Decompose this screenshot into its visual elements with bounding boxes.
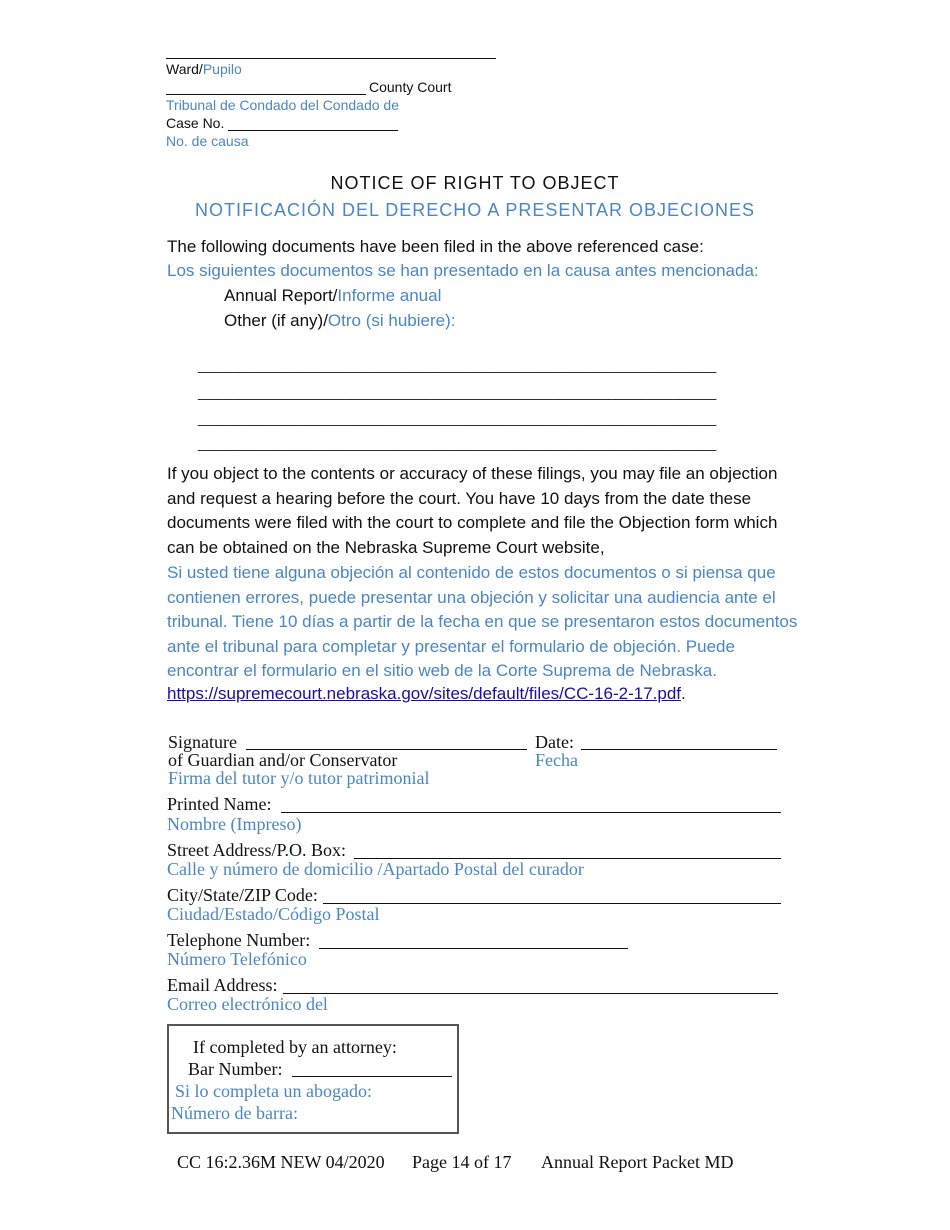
printed-name-label-es: Nombre (Impreso)	[167, 814, 302, 834]
county-court-line[interactable]	[166, 94, 366, 95]
blank-line-4[interactable]: ____________________________________________________________	[198, 435, 717, 452]
other-label: Other (if any)/	[224, 311, 328, 330]
objection-paragraph-es: Si usted tiene alguna objeción al contenido de estos documentos o si piensa que contienen errores, puede presentar una objeción y solicitar una audiencia ante el tribunal. Tiene 10 días a partir de la fecha en que se presentaron estos documentos ante el tribunal para completar y presentar el formulario de objeción. Puede encontrar el formulario en el sitio web de la Corte Suprema de Nebraska.	[167, 563, 798, 680]
email-label: Email Address:	[167, 975, 278, 995]
ward-line[interactable]	[166, 58, 496, 59]
ward-label-es: Pupilo	[202, 61, 242, 77]
street-address-label-es: Calle y número de domicilio /Apartado Postal del curador	[167, 859, 584, 879]
case-no-label: Case No.	[166, 115, 225, 131]
link-period: .	[681, 684, 686, 703]
annual-report-item	[224, 286, 441, 306]
ward-label-en: Ward/	[166, 61, 203, 77]
city-state-zip-label-es: Ciudad/Estado/Código Postal	[167, 904, 380, 924]
telephone-label: Telephone Number:	[167, 930, 311, 950]
email-label-es: Correo electrónico del	[167, 994, 328, 1014]
footer-page-number: Page 14 of 17	[412, 1152, 512, 1172]
annual-report-label-es: Informe anual	[337, 286, 442, 305]
city-state-zip-line[interactable]	[323, 903, 781, 904]
bar-number-line[interactable]	[292, 1076, 452, 1077]
blank-line-1[interactable]: ____________________________________________________________	[198, 357, 717, 374]
intro-text: The following documents have been filed in the above referenced case:	[167, 237, 704, 256]
bar-number-label-es: Número de barra:	[171, 1103, 298, 1123]
date-line[interactable]	[581, 749, 777, 750]
of-guardian-label: of Guardian and/or Conservator	[168, 750, 398, 770]
signature-label: Signature	[168, 732, 237, 752]
street-address-label: Street Address/P.O. Box:	[167, 840, 347, 860]
footer-form-id: CC 16:2.36M NEW 04/2020	[177, 1152, 385, 1172]
attorney-completed-label: If completed by an attorney:	[193, 1037, 397, 1057]
printed-name-label: Printed Name:	[167, 794, 272, 814]
date-label: Date:	[535, 732, 574, 752]
intro-text-es: Los siguientes documentos se han presentado en la causa antes mencionada:	[167, 261, 759, 280]
county-court-label-es: Tribunal de Condado del Condado de	[166, 97, 399, 113]
city-state-zip-label: City/State/ZIP Code:	[167, 885, 318, 905]
case-no-label-es: No. de causa	[166, 133, 249, 149]
bar-number-label: Bar Number:	[188, 1059, 283, 1079]
objection-form-link[interactable]: https://supremecourt.nebraska.gov/sites/default/files/CC-16-2-17.pdf	[167, 684, 682, 703]
page-title: NOTICE OF RIGHT TO OBJECT	[330, 173, 620, 193]
objection-paragraph: If you object to the contents or accuracy of these filings, you may file an objection and request a hearing before the court. You have 10 days from the date these documents were filed with the court to complete and file the Objection form which can be obtained on the Nebraska Supreme Court website,	[167, 464, 778, 557]
annual-report-label: Annual Report/	[224, 286, 338, 305]
telephone-label-es: Número Telefónico	[167, 949, 307, 969]
other-label-es: Otro (si hubiere):	[327, 311, 456, 330]
printed-name-line[interactable]	[281, 812, 781, 813]
blank-line-2[interactable]: ____________________________________________________________	[198, 384, 717, 401]
footer-packet-name: Annual Report Packet MD	[541, 1152, 734, 1172]
objection-link-line	[167, 684, 686, 704]
case-no-line[interactable]	[228, 130, 398, 131]
email-line[interactable]	[283, 993, 778, 994]
ward-label	[166, 61, 242, 77]
county-court-label: County Court	[369, 79, 452, 95]
attorney-completed-label-es: Si lo completa un abogado:	[175, 1081, 372, 1101]
blank-line-3[interactable]: ____________________________________________________________	[198, 410, 717, 427]
fecha-label: Fecha	[535, 750, 578, 770]
page-title-es: NOTIFICACIÓN DEL DERECHO A PRESENTAR OBJECIONES	[194, 200, 756, 220]
firma-label: Firma del tutor y/o tutor patrimonial	[168, 768, 430, 788]
telephone-line[interactable]	[319, 948, 628, 949]
other-item	[224, 311, 455, 331]
